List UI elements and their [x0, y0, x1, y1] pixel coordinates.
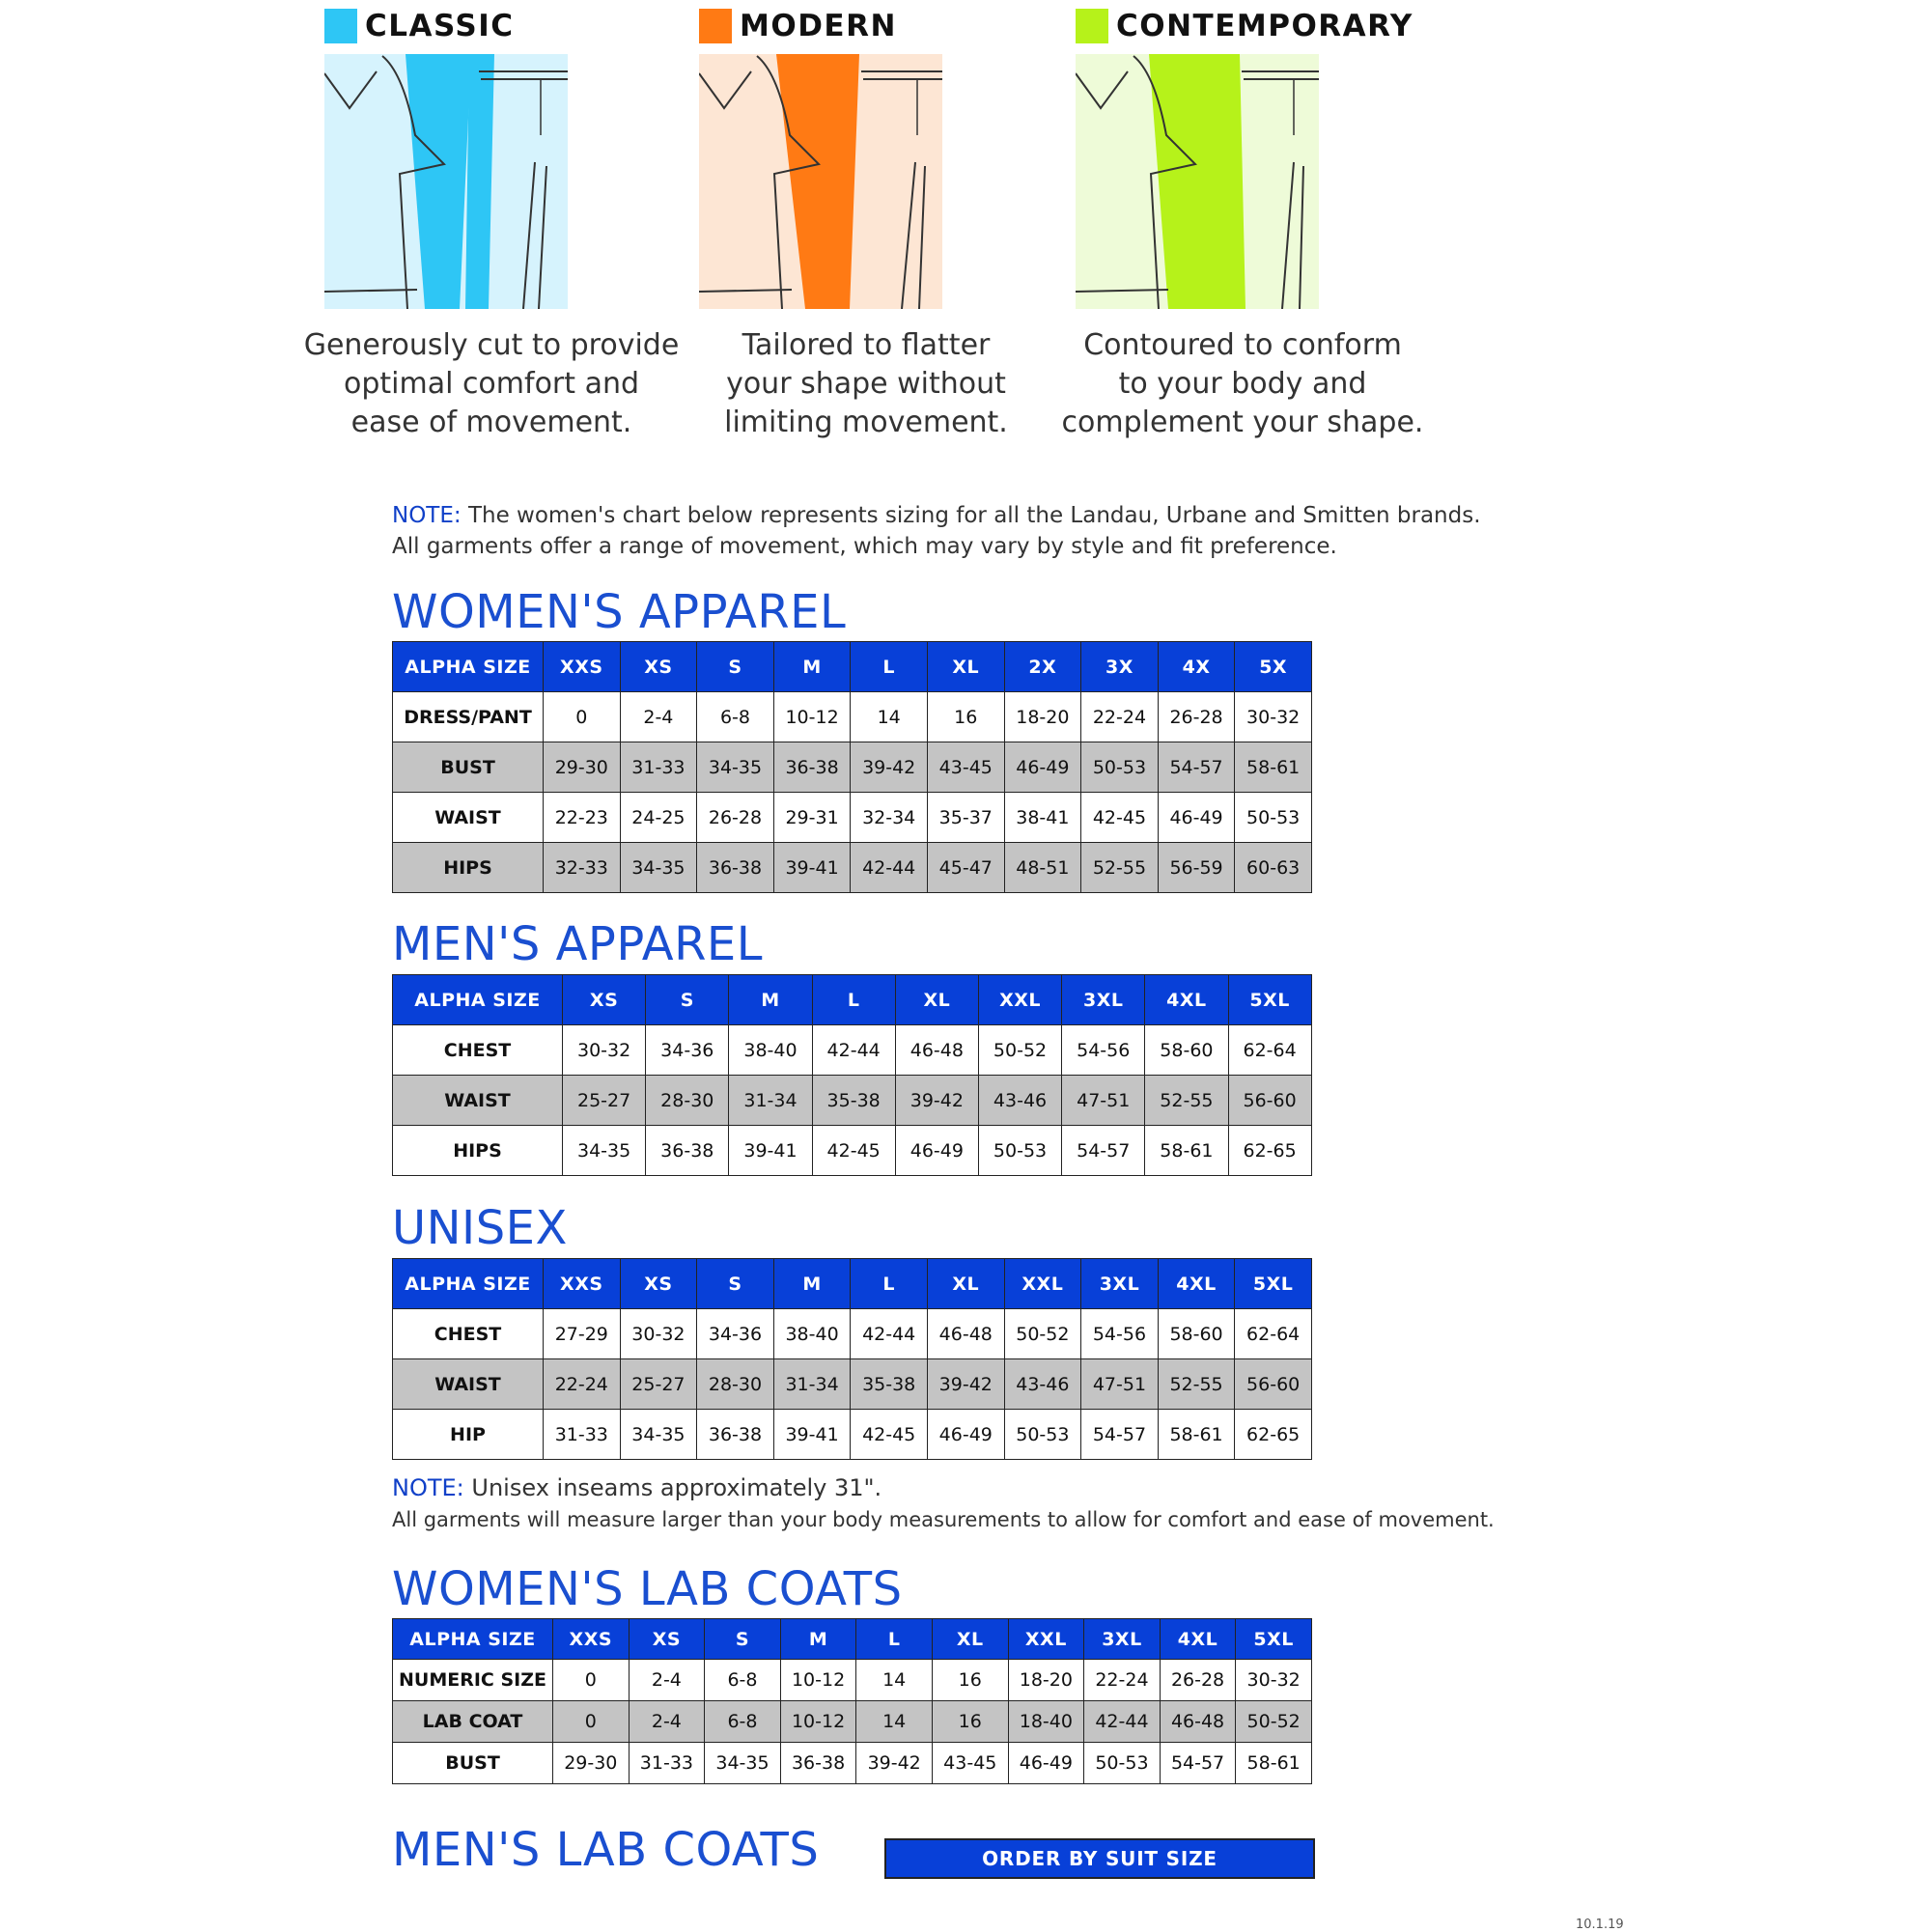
size-cell: 32-34 — [851, 793, 928, 843]
size-cell: 2-4 — [629, 1701, 705, 1743]
size-cell: 34-35 — [705, 1743, 781, 1784]
size-cell: 54-57 — [1081, 1410, 1159, 1460]
fit-contemporary-description — [1035, 326, 1450, 442]
unisex-header-cell: XL — [927, 1259, 1004, 1309]
size-cell: 38-41 — [1004, 793, 1081, 843]
unisex-header-cell: 4XL — [1158, 1259, 1235, 1309]
size-cell: 34-35 — [563, 1126, 646, 1176]
fit-contemporary-desc-line3: complement your shape. — [1061, 406, 1424, 439]
table-row — [393, 1359, 1312, 1410]
womens-header-cell: S — [697, 642, 774, 692]
size-cell: 27-29 — [544, 1309, 621, 1359]
size-cell: 58-61 — [1236, 1743, 1312, 1784]
size-cell: 62-64 — [1228, 1025, 1311, 1076]
note-line2: All garments offer a range of movement, which may vary by style and fit preference. — [392, 534, 1337, 559]
row-label: WAIST — [393, 1359, 544, 1410]
contemporary-garment-icon — [1076, 54, 1319, 309]
size-cell: 39-42 — [856, 1743, 933, 1784]
row-label: LAB COAT — [393, 1701, 553, 1743]
unisex-header-cell: M — [773, 1259, 851, 1309]
fit-modern-desc-line2: your shape without — [726, 367, 1006, 401]
size-cell: 50-53 — [1004, 1410, 1081, 1460]
size-cell: 18-20 — [1008, 1660, 1084, 1701]
size-cell: 58-60 — [1145, 1025, 1228, 1076]
womens-brand-note-line1 — [392, 500, 1481, 531]
size-cell: 43-45 — [932, 1743, 1008, 1784]
row-label: CHEST — [393, 1025, 563, 1076]
size-cell: 34-36 — [697, 1309, 774, 1359]
labcoats_women-header-cell: XS — [629, 1619, 705, 1660]
fit-contemporary-desc-line1: Contoured to conform — [1083, 328, 1402, 362]
size-cell: 31-33 — [620, 742, 697, 793]
size-cell: 28-30 — [646, 1076, 729, 1126]
size-cell: 58-61 — [1145, 1126, 1228, 1176]
size-cell: 50-52 — [978, 1025, 1061, 1076]
fit-classic-header — [324, 8, 515, 44]
fit-modern-desc-line3: limiting movement. — [724, 406, 1008, 439]
table-row — [393, 1701, 1312, 1743]
size-cell: 60-63 — [1235, 843, 1312, 893]
size-cell: 6-8 — [705, 1660, 781, 1701]
size-cell: 43-45 — [927, 742, 1004, 793]
mens-header-cell: XS — [563, 975, 646, 1025]
row-label: HIP — [393, 1410, 544, 1460]
modern-garment-icon — [699, 54, 942, 309]
mens-header-cell: XXL — [978, 975, 1061, 1025]
size-cell: 22-24 — [544, 1359, 621, 1410]
modern-swatch-icon — [699, 9, 732, 43]
size-cell: 56-60 — [1235, 1359, 1312, 1410]
womens-header-cell: XXS — [544, 642, 621, 692]
size-cell: 46-48 — [927, 1309, 1004, 1359]
table-row — [393, 742, 1312, 793]
order-by-suit-size-button[interactable]: ORDER BY SUIT SIZE — [884, 1838, 1315, 1879]
size-cell: 34-35 — [620, 1410, 697, 1460]
note-text: The women's chart below represents sizing for all the Landau, Urbane and Smitten brands. — [461, 503, 1481, 528]
size-cell: 25-27 — [563, 1076, 646, 1126]
size-cell: 14 — [856, 1660, 933, 1701]
labcoats_women-header-cell: 4XL — [1160, 1619, 1236, 1660]
size-cell: 50-53 — [1081, 742, 1159, 793]
size-cell: 43-46 — [1004, 1359, 1081, 1410]
size-cell: 16 — [932, 1701, 1008, 1743]
size-cell: 2-4 — [629, 1660, 705, 1701]
labcoats_women-header-cell: 5XL — [1236, 1619, 1312, 1660]
size-cell: 10-12 — [780, 1701, 856, 1743]
size-cell: 36-38 — [773, 742, 851, 793]
table-row — [393, 1660, 1312, 1701]
fit-modern-header — [699, 8, 897, 44]
table-row — [393, 692, 1312, 742]
fit-classic-desc-line1: Generously cut to provide — [303, 328, 680, 362]
size-cell: 50-53 — [978, 1126, 1061, 1176]
size-cell: 58-61 — [1235, 742, 1312, 793]
mens-apparel-title: MEN'S APPAREL — [392, 917, 763, 971]
size-cell: 29-30 — [544, 742, 621, 793]
size-cell: 58-60 — [1158, 1309, 1235, 1359]
row-label: HIPS — [393, 843, 544, 893]
row-label: HIPS — [393, 1126, 563, 1176]
size-cell: 18-20 — [1004, 692, 1081, 742]
size-cell: 22-24 — [1084, 1660, 1161, 1701]
size-cell: 56-60 — [1228, 1076, 1311, 1126]
labcoats_women-header-cell: S — [705, 1619, 781, 1660]
fit-classic-desc-line2: optimal comfort and — [343, 367, 640, 401]
size-cell: 36-38 — [697, 1410, 774, 1460]
size-cell: 29-30 — [553, 1743, 630, 1784]
size-cell: 46-48 — [895, 1025, 978, 1076]
size-cell: 18-40 — [1008, 1701, 1084, 1743]
table-row — [393, 793, 1312, 843]
size-cell: 52-55 — [1145, 1076, 1228, 1126]
mens-header-cell: L — [812, 975, 895, 1025]
mens-lab-coats-title: MEN'S LAB COATS — [392, 1823, 820, 1877]
size-cell: 38-40 — [729, 1025, 812, 1076]
size-cell: 36-38 — [646, 1126, 729, 1176]
size-cell: 26-28 — [1158, 692, 1235, 742]
size-cell: 30-32 — [620, 1309, 697, 1359]
womens-lab-coats-table — [392, 1618, 1312, 1784]
womens-brand-note — [392, 500, 1481, 562]
labcoats_women-header-cell: M — [780, 1619, 856, 1660]
fit-contemporary-name: CONTEMPORARY — [1116, 9, 1413, 43]
table-row — [393, 843, 1312, 893]
size-cell: 30-32 — [1235, 692, 1312, 742]
size-cell: 14 — [851, 692, 928, 742]
size-cell: 54-57 — [1158, 742, 1235, 793]
size-cell: 46-48 — [1160, 1701, 1236, 1743]
labcoats_women-header-cell: ALPHA SIZE — [393, 1619, 553, 1660]
table-row — [393, 1410, 1312, 1460]
size-cell: 10-12 — [773, 692, 851, 742]
size-cell: 38-40 — [773, 1309, 851, 1359]
size-cell: 24-25 — [620, 793, 697, 843]
mens-header-cell: M — [729, 975, 812, 1025]
mens-header-cell: XL — [895, 975, 978, 1025]
fit-classic-description — [284, 326, 699, 442]
size-cell: 35-38 — [812, 1076, 895, 1126]
row-label: WAIST — [393, 1076, 563, 1126]
fit-classic-desc-line3: ease of movement. — [350, 406, 632, 439]
size-cell: 39-42 — [851, 742, 928, 793]
size-cell: 34-36 — [646, 1025, 729, 1076]
size-cell: 54-57 — [1062, 1126, 1145, 1176]
size-cell: 16 — [932, 1660, 1008, 1701]
size-cell: 50-52 — [1236, 1701, 1312, 1743]
womens-header-cell: XL — [927, 642, 1004, 692]
unisex-header-cell: 3XL — [1081, 1259, 1159, 1309]
size-cell: 31-34 — [729, 1076, 812, 1126]
note2-label: NOTE: — [392, 1474, 464, 1501]
size-cell: 0 — [553, 1701, 630, 1743]
size-cell: 54-56 — [1081, 1309, 1159, 1359]
size-cell: 52-55 — [1081, 843, 1159, 893]
size-cell: 42-44 — [812, 1025, 895, 1076]
size-cell: 28-30 — [697, 1359, 774, 1410]
womens-header-cell: L — [851, 642, 928, 692]
size-cell: 29-31 — [773, 793, 851, 843]
unisex-table — [392, 1258, 1312, 1460]
size-cell: 36-38 — [780, 1743, 856, 1784]
fit-modern-desc-line1: Tailored to flatter — [742, 328, 991, 362]
size-cell: 50-53 — [1235, 793, 1312, 843]
womens-header-cell: ALPHA SIZE — [393, 642, 544, 692]
unisex-header-cell: XXL — [1004, 1259, 1081, 1309]
fit-contemporary-desc-line2: to your body and — [1118, 367, 1367, 401]
size-cell: 26-28 — [697, 793, 774, 843]
mens-header-cell: S — [646, 975, 729, 1025]
fit-classic-name: CLASSIC — [365, 9, 515, 43]
size-cell: 58-61 — [1158, 1410, 1235, 1460]
classic-garment-icon — [324, 54, 568, 309]
size-cell: 34-35 — [697, 742, 774, 793]
size-cell: 26-28 — [1160, 1660, 1236, 1701]
size-cell: 31-34 — [773, 1359, 851, 1410]
table-row — [393, 1025, 1312, 1076]
row-label: BUST — [393, 1743, 553, 1784]
row-label: NUMERIC SIZE — [393, 1660, 553, 1701]
size-cell: 30-32 — [1236, 1660, 1312, 1701]
size-cell: 32-33 — [544, 843, 621, 893]
unisex-header-cell: ALPHA SIZE — [393, 1259, 544, 1309]
note-label: NOTE: — [392, 503, 462, 528]
size-cell: 54-57 — [1160, 1743, 1236, 1784]
unisex-inseam-note-line1 — [392, 1471, 1495, 1504]
size-cell: 39-41 — [773, 1410, 851, 1460]
womens-header-cell: 2X — [1004, 642, 1081, 692]
unisex-inseam-note — [392, 1471, 1495, 1535]
size-cell: 39-42 — [927, 1359, 1004, 1410]
womens-header-row — [393, 642, 1312, 692]
unisex-header-cell: XXS — [544, 1259, 621, 1309]
size-cell: 42-44 — [851, 1309, 928, 1359]
note2-line2: All garments will measure larger than your body measurements to allow for comfort and ease of movement. — [392, 1508, 1495, 1531]
size-cell: 0 — [553, 1660, 630, 1701]
row-label: WAIST — [393, 793, 544, 843]
row-label: BUST — [393, 742, 544, 793]
size-cell: 31-33 — [544, 1410, 621, 1460]
size-cell: 25-27 — [620, 1359, 697, 1410]
size-cell: 35-38 — [851, 1359, 928, 1410]
size-cell: 62-65 — [1228, 1126, 1311, 1176]
womens-apparel-title: WOMEN'S APPAREL — [392, 585, 847, 639]
womens-lab-coats-title: WOMEN'S LAB COATS — [392, 1562, 903, 1616]
unisex-header-cell: 5XL — [1235, 1259, 1312, 1309]
womens-header-cell: M — [773, 642, 851, 692]
size-cell: 14 — [856, 1701, 933, 1743]
womens-header-cell: 5X — [1235, 642, 1312, 692]
classic-swatch-icon — [324, 9, 357, 43]
size-cell: 46-49 — [1008, 1743, 1084, 1784]
size-cell: 62-64 — [1235, 1309, 1312, 1359]
size-cell: 46-49 — [1158, 793, 1235, 843]
table-row — [393, 1076, 1312, 1126]
labcoats_women-header-cell: L — [856, 1619, 933, 1660]
size-cell: 47-51 — [1081, 1359, 1159, 1410]
mens-header-cell: ALPHA SIZE — [393, 975, 563, 1025]
size-cell: 42-44 — [851, 843, 928, 893]
size-cell: 39-41 — [773, 843, 851, 893]
unisex-title: UNISEX — [392, 1201, 568, 1255]
size-cell: 54-56 — [1062, 1025, 1145, 1076]
size-cell: 46-49 — [927, 1410, 1004, 1460]
row-label: CHEST — [393, 1309, 544, 1359]
size-cell: 42-45 — [1081, 793, 1159, 843]
size-cell: 10-12 — [780, 1660, 856, 1701]
size-cell: 39-41 — [729, 1126, 812, 1176]
row-label: DRESS/PANT — [393, 692, 544, 742]
unisex-header-cell: L — [851, 1259, 928, 1309]
version-label: 10.1.19 — [1576, 1918, 1624, 1932]
size-cell: 35-37 — [927, 793, 1004, 843]
size-cell: 39-42 — [895, 1076, 978, 1126]
size-cell: 22-23 — [544, 793, 621, 843]
womens-header-cell: 4X — [1158, 642, 1235, 692]
size-cell: 46-49 — [895, 1126, 978, 1176]
size-cell: 47-51 — [1062, 1076, 1145, 1126]
size-cell: 42-44 — [1084, 1701, 1161, 1743]
size-cell: 6-8 — [705, 1701, 781, 1743]
contemporary-swatch-icon — [1076, 9, 1108, 43]
labcoats_women-header-cell: XL — [932, 1619, 1008, 1660]
size-cell: 42-45 — [812, 1126, 895, 1176]
mens-header-cell: 4XL — [1145, 975, 1228, 1025]
unisex-header-cell: XS — [620, 1259, 697, 1309]
labcoats_women-header-cell: XXS — [553, 1619, 630, 1660]
labcoats_women-header-row — [393, 1619, 1312, 1660]
unisex-header-cell: S — [697, 1259, 774, 1309]
womens-header-cell: XS — [620, 642, 697, 692]
size-cell: 36-38 — [697, 843, 774, 893]
size-cell: 50-53 — [1084, 1743, 1161, 1784]
mens-header-row — [393, 975, 1312, 1025]
table-row — [393, 1126, 1312, 1176]
size-cell: 0 — [544, 692, 621, 742]
size-cell: 56-59 — [1158, 843, 1235, 893]
fit-contemporary-header — [1076, 8, 1413, 44]
labcoats_women-header-cell: XXL — [1008, 1619, 1084, 1660]
fit-modern-name: MODERN — [740, 9, 897, 43]
size-cell: 62-65 — [1235, 1410, 1312, 1460]
labcoats_women-header-cell: 3XL — [1084, 1619, 1161, 1660]
mens-header-cell: 3XL — [1062, 975, 1145, 1025]
note2-text: Unisex inseams approximately 31". — [463, 1474, 882, 1501]
size-cell: 34-35 — [620, 843, 697, 893]
fit-modern-description — [658, 326, 1074, 442]
size-cell: 48-51 — [1004, 843, 1081, 893]
size-cell: 30-32 — [563, 1025, 646, 1076]
size-cell: 2-4 — [620, 692, 697, 742]
table-row — [393, 1309, 1312, 1359]
size-cell: 46-49 — [1004, 742, 1081, 793]
size-cell: 52-55 — [1158, 1359, 1235, 1410]
size-cell: 42-45 — [851, 1410, 928, 1460]
size-cell: 16 — [927, 692, 1004, 742]
table-row — [393, 1743, 1312, 1784]
size-cell: 45-47 — [927, 843, 1004, 893]
womens-header-cell: 3X — [1081, 642, 1159, 692]
size-cell: 6-8 — [697, 692, 774, 742]
size-cell: 22-24 — [1081, 692, 1159, 742]
womens-apparel-table — [392, 641, 1312, 893]
mens-header-cell: 5XL — [1228, 975, 1311, 1025]
unisex-header-row — [393, 1259, 1312, 1309]
size-cell: 31-33 — [629, 1743, 705, 1784]
size-cell: 50-52 — [1004, 1309, 1081, 1359]
mens-apparel-table — [392, 974, 1312, 1176]
size-cell: 43-46 — [978, 1076, 1061, 1126]
